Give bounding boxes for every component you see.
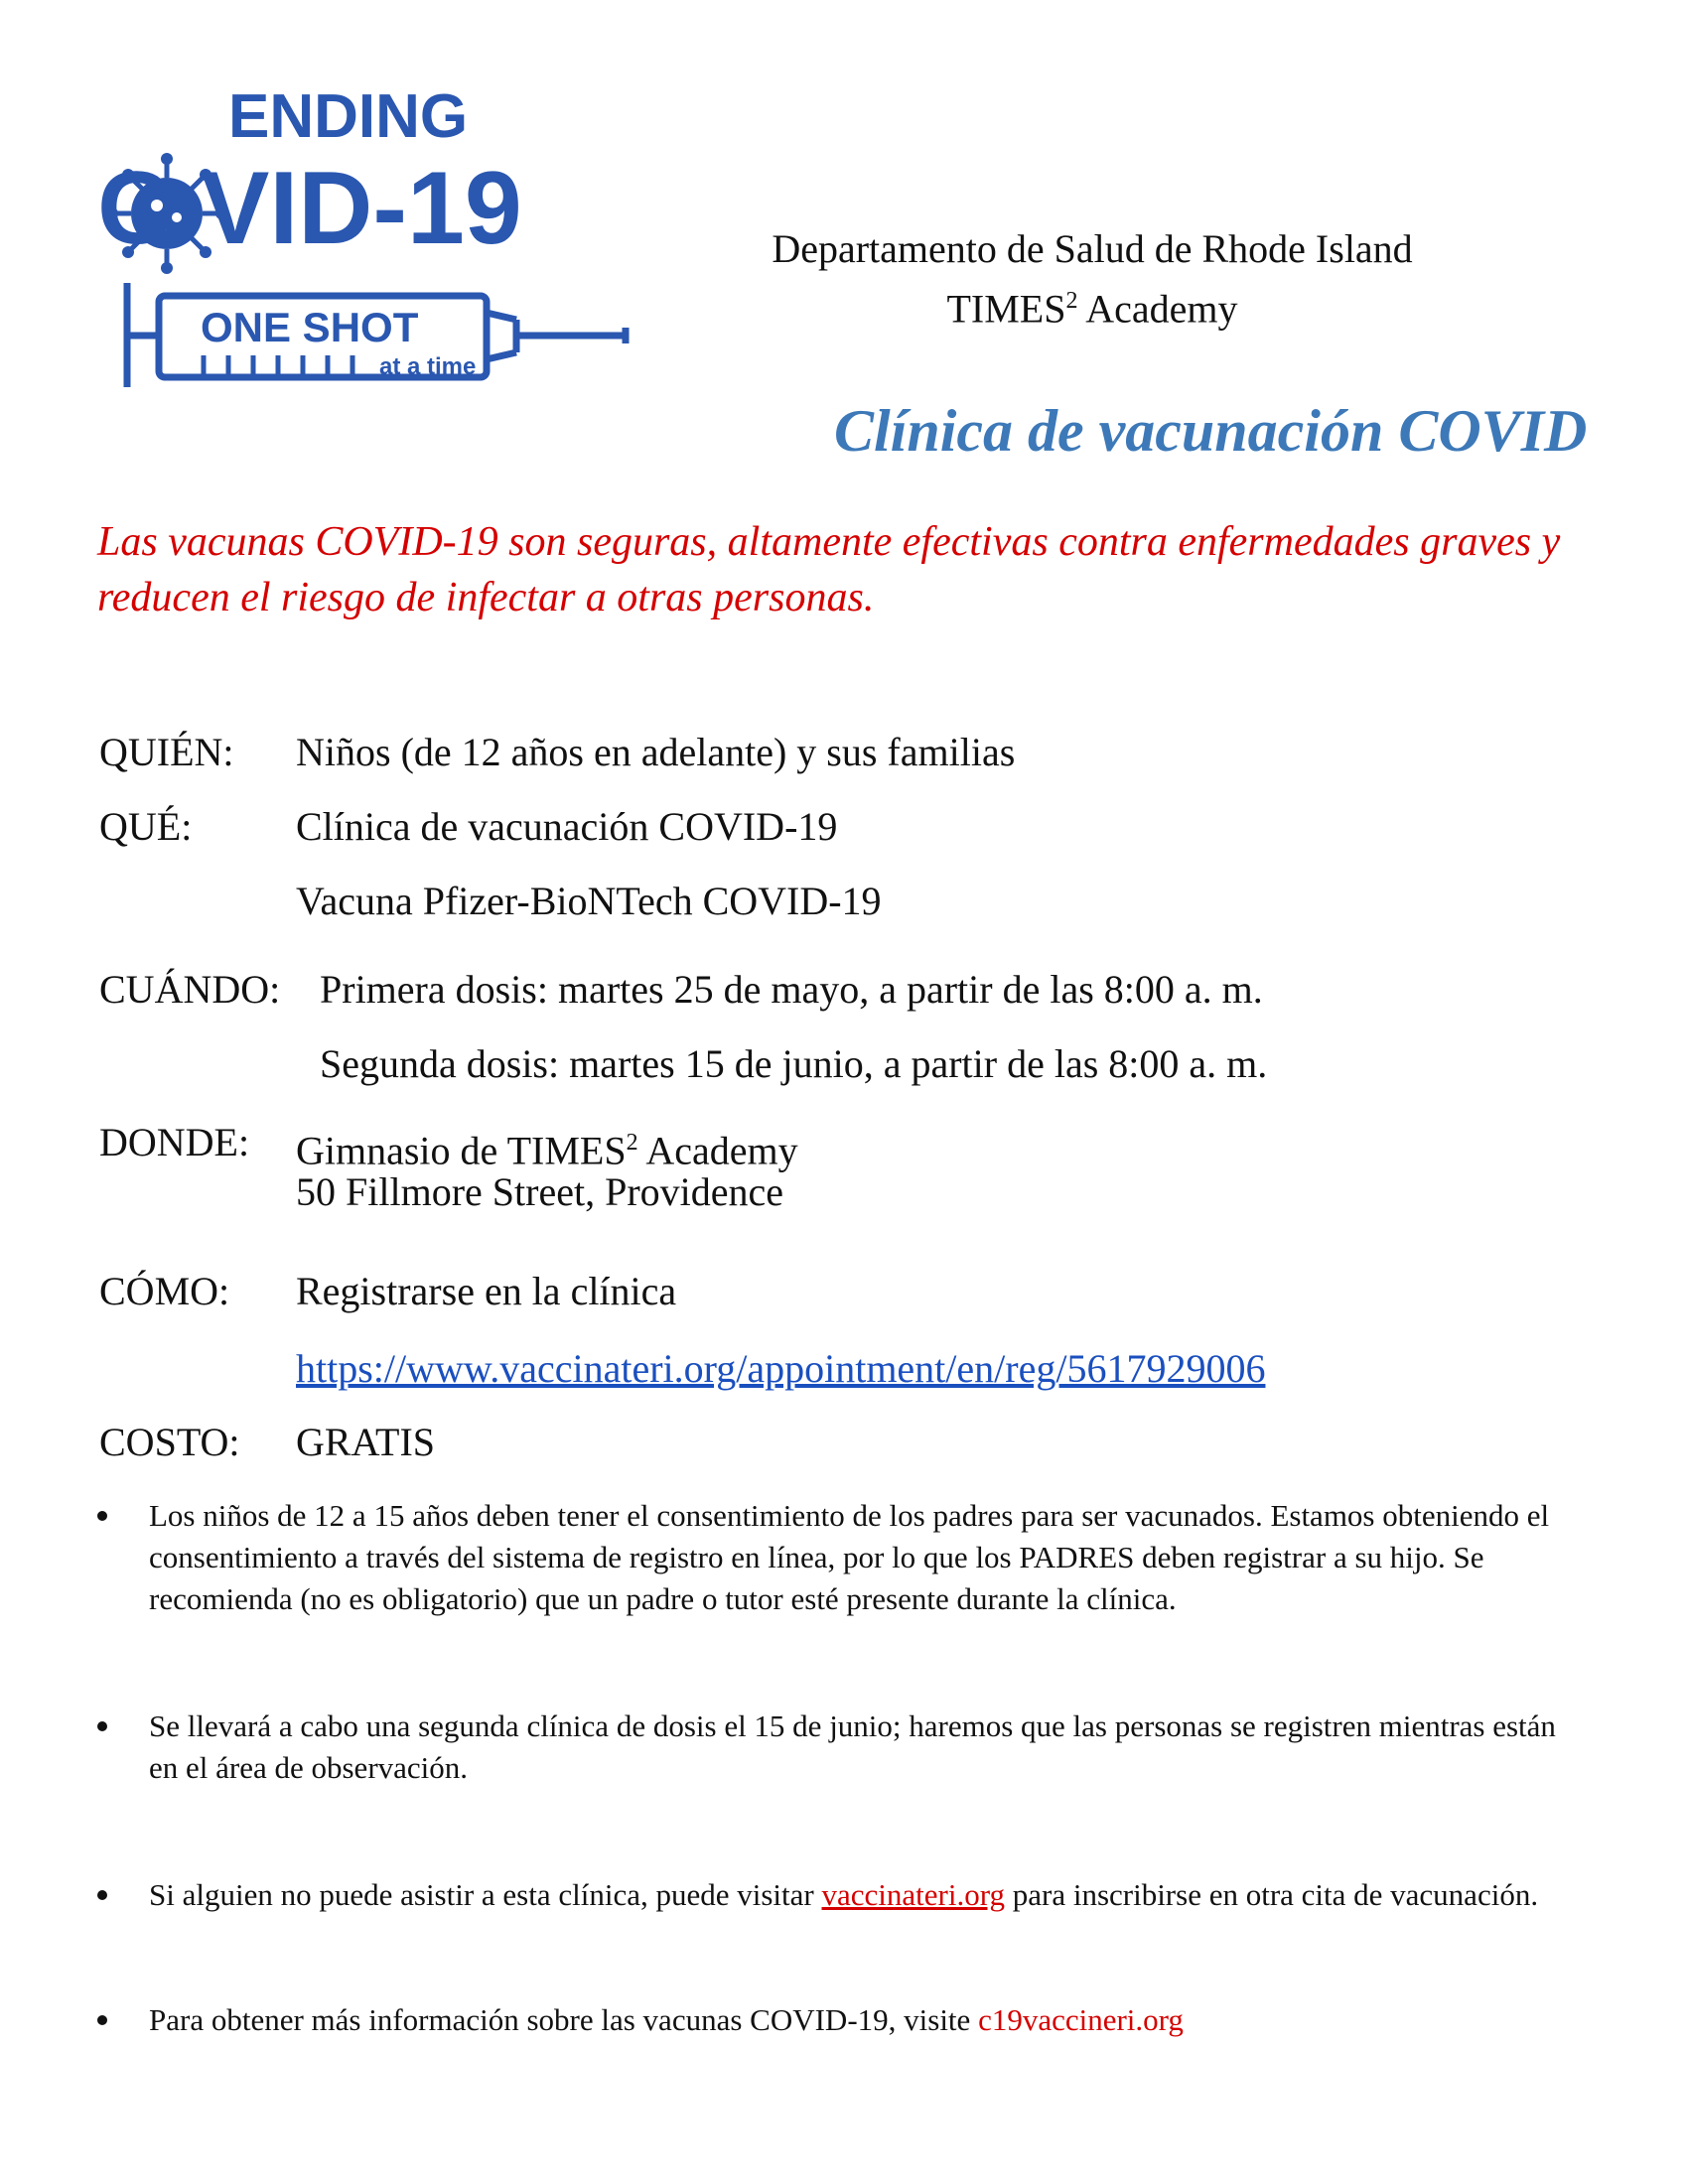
bullet-text-3: Si alguien no puede asistir a esta clínica, puede visitar vaccinateri.org para inscribirse en otra cita de vacunación. bbox=[149, 1877, 1539, 1912]
what-value-2: Vacuna Pfizer-BioNTech COVID-19 bbox=[296, 879, 882, 923]
cost-value: GRATIS bbox=[296, 1420, 436, 1464]
bullet-dot-icon bbox=[97, 2015, 107, 2025]
what-value-1: Clínica de vacunación COVID-19 bbox=[296, 804, 838, 849]
how-value: Registrarse en la clínica bbox=[296, 1269, 677, 1313]
org-line2: TIMES$^2$ Academy bbox=[946, 286, 1238, 332]
bullet-text-1: Los niños de 12 a 15 años deben tener el consentimiento de los padres para ser vacunados. Estamos obteniendo el consentimiento a través del sistema de registro en línea, por lo que los PADRES deben registrar a su hijo. Se recomienda (no es obligatorio) que un padre o tutor esté presente durante la clínica. bbox=[149, 1498, 1550, 1616]
bullet-dot-icon bbox=[97, 1890, 107, 1900]
c19vaccineri-link[interactable]: c19vaccineri.org bbox=[978, 2002, 1184, 2037]
cost-label: COSTO: bbox=[99, 1420, 240, 1464]
syringe-subtext: at a time bbox=[379, 353, 477, 380]
where-value-2: 50 Fillmore Street, Providence bbox=[296, 1169, 784, 1214]
registration-link[interactable]: https://www.vaccinateri.org/appointment/en/reg/5617929006 bbox=[296, 1346, 1266, 1391]
when-label: CUÁNDO: bbox=[99, 967, 281, 1012]
logo-line2: C VID-19 bbox=[97, 151, 522, 266]
logo-line1: ENDING bbox=[228, 89, 469, 151]
syringe-text: ONE SHOT bbox=[201, 304, 419, 350]
bullet-dot-icon bbox=[97, 1511, 107, 1521]
when-value-2: Segunda dosis: martes 15 de junio, a partir de las 8:00 a. m. bbox=[320, 1041, 1268, 1086]
where-value-1: Gimnasio de TIMES$^2$ Academy bbox=[296, 1128, 798, 1173]
intro-text: Las vacunas COVID-19 son seguras, altamente efectivas contra enfermedades graves y reducen el riesgo de infectar a otras personas. bbox=[97, 519, 1561, 620]
what-label: QUÉ: bbox=[99, 804, 193, 849]
how-label: CÓMO: bbox=[99, 1269, 230, 1313]
bullet-text-2: Se llevará a cabo una segunda clínica de dosis el 15 de junio; haremos que las personas se registren mientras están en el área de observación. bbox=[149, 1708, 1556, 1785]
registration-link-wrap bbox=[296, 1344, 1265, 1394]
when-value-1: Primera dosis: martes 25 de mayo, a partir de las 8:00 a. m. bbox=[320, 967, 1263, 1012]
clinic-title: Clínica de vacunación COVID bbox=[834, 398, 1588, 464]
vaccinateri-link[interactable]: vaccinateri.org bbox=[821, 1877, 1005, 1912]
org-line1: Departamento de Salud de Rhode Island bbox=[772, 226, 1413, 271]
where-label: DONDE: bbox=[99, 1120, 250, 1164]
org-block bbox=[735, 223, 1450, 335]
bullet-text-4: Para obtener más información sobre las vacunas COVID-19, visite c19vaccineri.org bbox=[149, 2002, 1184, 2037]
bullet-dot-icon bbox=[97, 1721, 107, 1731]
who-value: Niños (de 12 años en adelante) y sus familias bbox=[296, 730, 1016, 774]
ending-covid-logo bbox=[89, 89, 645, 427]
who-label: QUIÉN: bbox=[99, 730, 234, 774]
